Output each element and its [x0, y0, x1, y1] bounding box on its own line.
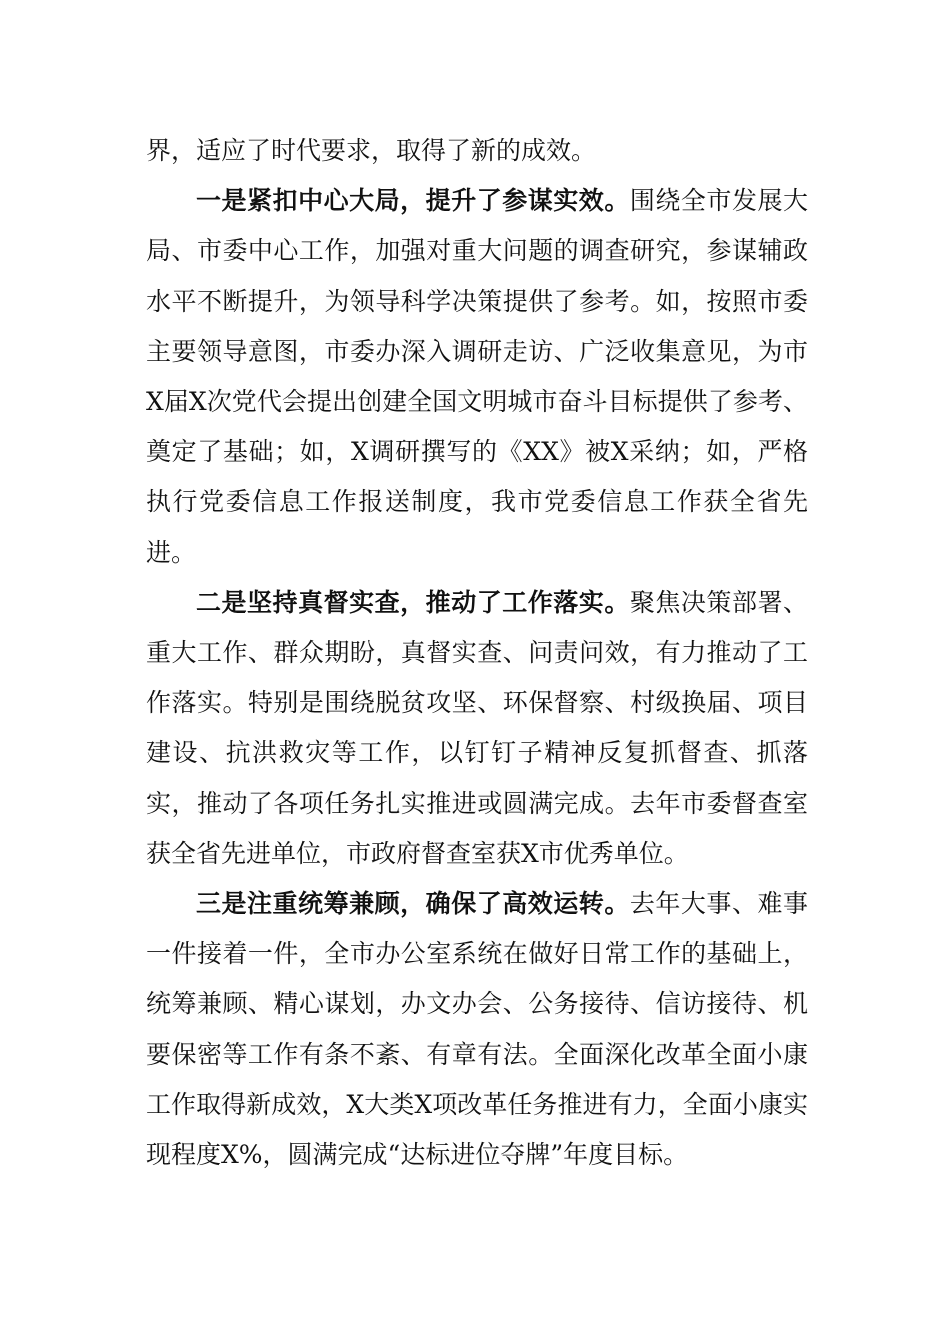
paragraph-text: 围绕全市发展大局、市委中心工作，加强对重大问题的调查研究，参谋辅政水平不断提升，为领导科学决策提供了参考。如，按照市委主要领导意图，市委办深入调研走访、广泛收集意见，为市X届X次党代会提出创建全国文明城市奋斗目标提供了参考、奠定了基础；如，X调研撰写的《XX》被X采纳；如，严格执行党委信息工作报送制度，我市党委信息工作获全省先进。 — [146, 186, 808, 567]
paragraph-heading: 一是紧扣中心大局，提升了参谋实效。 — [196, 186, 630, 216]
paragraph-heading: 三是注重统筹兼顾，确保了高效运转。 — [196, 889, 630, 919]
paragraph-text: 去年大事、难事一件接着一件，全市办公室系统在做好日常工作的基础上，统筹兼顾、精心谋划，办文办会、公务接待、信访接待、机要保密等工作有条不紊、有章有法。全面深化改革全面小康工作取得新成效，X大类X项改革任务推进有力，全面小康实现程度X%，圆满完成“达标进位夺牌”年度目标。 — [146, 889, 808, 1170]
paragraph-continuation — [146, 126, 808, 176]
document-body — [146, 126, 808, 1180]
paragraph-text: 界，适应了时代要求，取得了新的成效。 — [146, 136, 597, 165]
paragraph-2 — [146, 578, 808, 879]
paragraph-1 — [146, 176, 808, 578]
paragraph-3 — [146, 879, 808, 1180]
paragraph-text: 聚焦决策部署、重大工作、群众期盼，真督实查、问责问效，有力推动了工作落实。特别是围绕脱贫攻坚、环保督察、村级换届、项目建设、抗洪救灾等工作，以钉钉子精神反复抓督查、抓落实，推动了各项任务扎实推进或圆满完成。去年市委督查室获全省先进单位，市政府督查室获X市优秀单位。 — [146, 587, 808, 868]
paragraph-heading: 二是坚持真督实查，推动了工作落实。 — [196, 587, 630, 617]
